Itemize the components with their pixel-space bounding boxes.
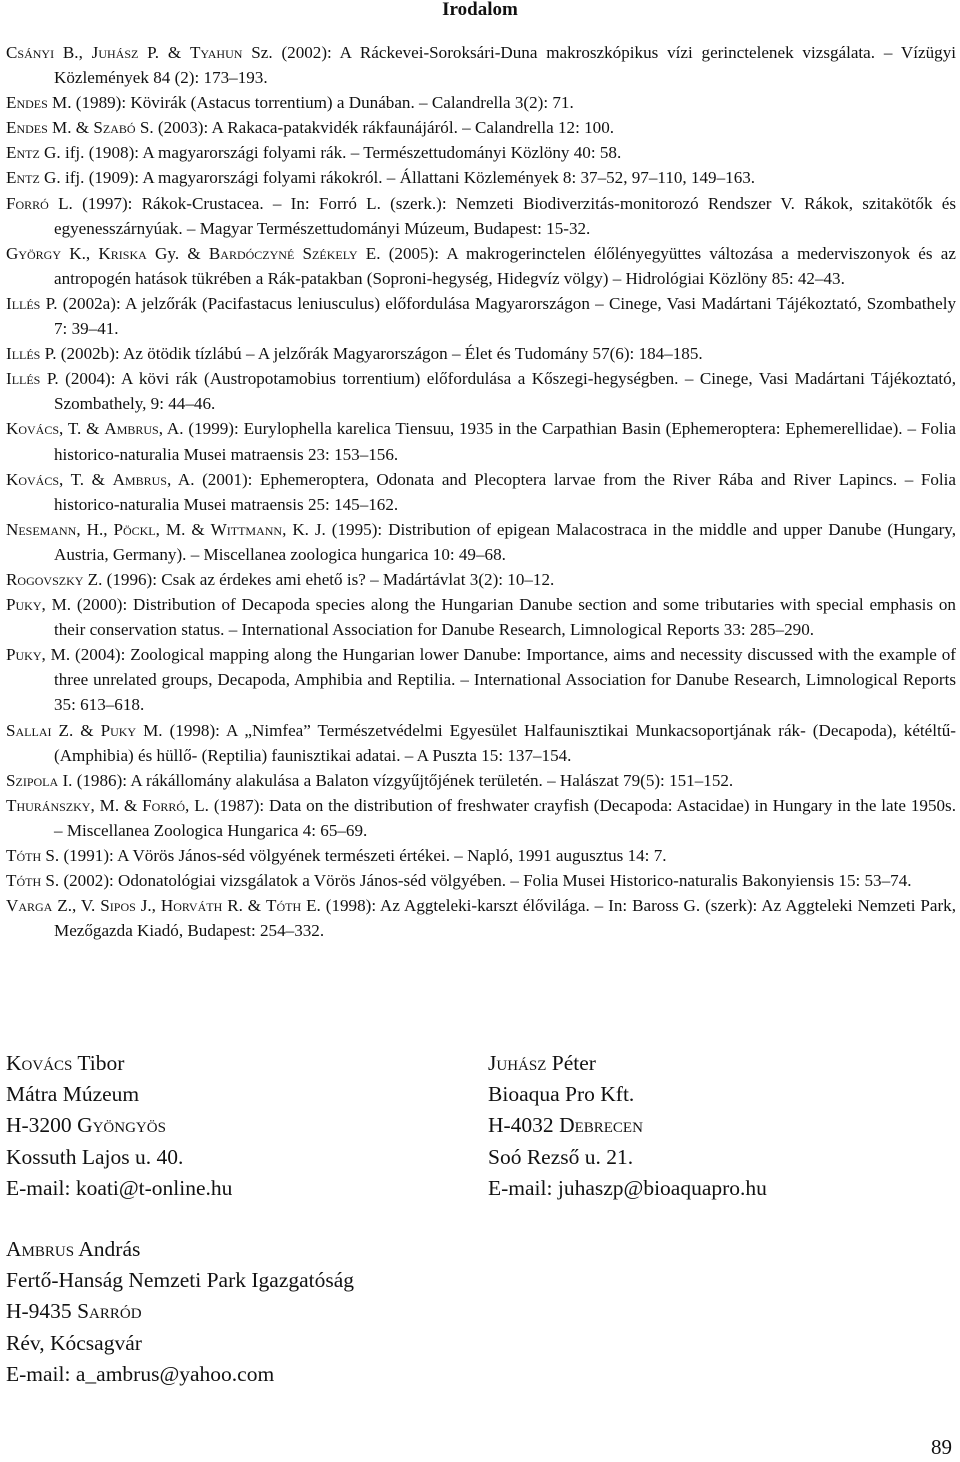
- reference-authors: Entz G. ifj.: [6, 168, 85, 188]
- reference-authors: Sallai Z. & Puky M.: [6, 720, 163, 740]
- page-title: Irodalom: [442, 0, 518, 20]
- reference-text: (1908): A magyarországi folyami rák. – Természettudományi Közlöny 40: 58.: [84, 143, 622, 163]
- reference-text: (1989): Kövirák (Astacus torrentium) a Dunában. – Calandrella 3(2): 71.: [71, 93, 574, 113]
- address-block-kovacs: [6, 1048, 232, 1204]
- reference-authors: György K., Kriska Gy. & Bardóczyné Székely E.: [6, 243, 381, 263]
- reference-text: (2002): Odonatológiai vizsgálatok a Vörös János-séd völgyében. – Folia Musei Historico-naturalis Bakonyiensis 15: 53–74.: [59, 871, 912, 891]
- reference-authors: Endes M. & Szabó S.: [6, 118, 154, 138]
- reference-text: (2003): A Rakaca-patakvidék rákfaunájáról. – Calandrella 12: 100.: [153, 118, 615, 138]
- reference-authors: Rogovszky Z.: [6, 569, 103, 589]
- reference-entry: [6, 517, 956, 567]
- reference-authors: Tóth S.: [6, 871, 60, 891]
- reference-entry: [6, 467, 956, 517]
- address-street: Kossuth Lajos u. 40.: [6, 1144, 184, 1169]
- reference-text: (1986): A rákállomány alakulása a Balaton vízgyűjtőjének területén. – Halászat 79(5): 151–152.: [72, 770, 734, 790]
- reference-text: (2004): A kövi rák (Austropotamobius torrentium) előfordulása a Kőszegi-hegységben. – Cinege, Vasi Madártani Tájékoztató, Szombathely, 9: 44–46.: [54, 369, 956, 414]
- address-street: Rév, Kócsagvár: [6, 1330, 142, 1355]
- reference-authors: Illés P.: [6, 344, 57, 364]
- reference-entry: [6, 115, 956, 140]
- address-name: Kovács Tibor: [6, 1051, 125, 1075]
- address-block-ambrus: [6, 1234, 354, 1390]
- reference-authors: Illés P.: [6, 369, 59, 389]
- reference-text: (1995): Distribution of epigean Malacostraca in the middle and upper Danube (Hungary, Austria, Germany). – Miscellanea zoologica hungarica 10: 49–68.: [54, 519, 956, 564]
- reference-authors: Puky, M.: [6, 645, 71, 665]
- reference-entry: [6, 793, 956, 843]
- address-city: H-4032 Debrecen: [488, 1113, 643, 1138]
- address-street: Soó Rezső u. 21.: [488, 1144, 634, 1169]
- reference-entry: [6, 768, 956, 793]
- reference-entry: [6, 416, 956, 466]
- reference-entry: [6, 140, 956, 165]
- reference-text: (1909): A magyarországi folyami rákokról. – Állattani Közlemények 8: 37–52, 97–110, 149–163.: [84, 168, 756, 188]
- reference-text: (1999): Eurylophella karelica Tiensuu, 1935 in the Carpathian Basin (Ephemeroptera: Ephemerellidae). – Folia historico-naturalia Musei matraensis 23: 153–156.: [54, 419, 956, 464]
- reference-text: (2002): A Ráckevei-Soroksári-Duna makroszkópikus vízi gerinctelenek vizsgálata. – Vízügyi Közlemények 84 (2): 173–193.: [54, 43, 956, 88]
- reference-authors: Szipola I.: [6, 770, 73, 790]
- reference-entry: [6, 90, 956, 115]
- reference-text: (1987): Data on the distribution of freshwater crayfish (Decapoda: Astacidae) in Hungary in the late 1950s. – Miscellanea Zoologica Hungarica 4: 65–69.: [54, 795, 956, 840]
- reference-entry: [6, 868, 956, 893]
- address-email[interactable]: E-mail: juhaszp@bioaquapro.hu: [488, 1175, 767, 1200]
- reference-authors: Puky, M.: [6, 595, 72, 615]
- reference-authors: Kovács, T. & Ambrus, A.: [6, 419, 184, 439]
- reference-entry: [6, 642, 956, 717]
- reference-authors: Csányi B., Juhász P. & Tyahun Sz.: [6, 43, 273, 62]
- reference-text: (1998): A „Nimfea” Természetvédelmi Egyesület Halfaunisztikai Munkacsoportjának rák- (Decapoda), kétéltű- (Amphibia) és hüllő- (Reptilia) faunisztikai adatai. – A Puszta 15: 137–154.: [54, 720, 956, 765]
- reference-entry: [6, 40, 956, 90]
- address-city: H-3200 Gyöngyös: [6, 1113, 166, 1138]
- reference-authors: Endes M.: [6, 93, 72, 113]
- reference-authors: Thuránszky, M. & Forró, L.: [6, 795, 209, 815]
- reference-text: (1997): Rákok-Crustacea. – In: Forró L. (szerk.): Nemzeti Biodiverzitás-monitorozó Rendszer V. Rákok, szitakötők és egyenesszárnyúak. – Magyar Természettudományi Múzeum, Budapest: 15-32.: [54, 193, 956, 238]
- reference-authors: Entz G. ifj.: [6, 143, 85, 163]
- address-name: Ambrus András: [6, 1237, 141, 1261]
- address-organization: Mátra Múzeum: [6, 1082, 140, 1107]
- address-organization: Bioaqua Pro Kft.: [488, 1082, 635, 1107]
- reference-text: (2001): Ephemeroptera, Odonata and Plecoptera larvae from the River Rába and River Lapincs. – Folia historico-naturalia Musei matraensis 25: 145–162.: [54, 469, 956, 514]
- reference-entry: [6, 567, 956, 592]
- reference-text: (1991): A Vörös János-séd völgyének természeti értékei. – Napló, 1991 augusztus 14: 7.: [59, 846, 667, 865]
- reference-text: (2004): Zoological mapping along the Hungarian lower Danube: Importance, aims and necessity discussed with the example of three unrelated groups, Decapoda, Amphibia and Reptilia. – International Association for Danube Research, Limnological Reports 35: 613–618.: [54, 645, 956, 715]
- reference-text: (1996): Csak az érdekes ami ehető is? – Madártávlat 3(2): 10–12.: [102, 569, 555, 589]
- reference-text: (1998): Az Aggteleki-karszt élővilága. – In: Bаross G. (szerk): Az Aggteleki Nemzeti Park, Mezőgazda Kiadó, Budapest: 254–332.: [54, 896, 956, 941]
- reference-authors: Forró L.: [6, 193, 73, 213]
- reference-entry: [6, 191, 956, 241]
- address-city: H-9435 Sarród: [6, 1299, 142, 1324]
- reference-text: (2002a): A jelzőrák (Pacifastacus leniusculus) előfordulása Magyarországon – Cinege, Vasi Madártani Tájékoztató, Szombathely 7: 39–41.: [54, 293, 956, 339]
- reference-entry: [6, 366, 956, 416]
- reference-list: [6, 40, 956, 943]
- reference-entry: [6, 341, 956, 366]
- reference-entry: [6, 893, 956, 943]
- page-number: 89: [931, 1435, 952, 1459]
- reference-entry: [6, 592, 956, 642]
- address-name: Juhász Péter: [488, 1051, 596, 1075]
- address-block-juhasz: [488, 1048, 767, 1204]
- reference-entry: [6, 718, 956, 768]
- reference-text: (2005): A makrogerinctelen élőlényegyüttes változása a mederviszonyok és az antropogén hatások tükrében a Rák-patakban (Soproni-hegység, Hidegvíz völgy) – Hidrológiai Közlöny 85: 42–43.: [54, 243, 956, 288]
- reference-entry: [6, 241, 956, 291]
- reference-authors: Varga Z., V. Sipos J., Horváth R. & Tóth E.: [6, 896, 321, 916]
- reference-authors: Tóth S.: [6, 846, 60, 865]
- address-email[interactable]: E-mail: koati@t-online.hu: [6, 1175, 233, 1200]
- reference-authors: Illés P.: [6, 293, 58, 313]
- reference-entry: [6, 291, 956, 341]
- address-email[interactable]: E-mail: a_ambrus@yahoo.com: [6, 1361, 275, 1386]
- reference-entry: [6, 165, 956, 190]
- reference-authors: Nesemann, H., Pöckl, M. & Wittmann, K. J.: [6, 519, 326, 539]
- address-organization: Fertő-Hanság Nemzeti Park Igazgatóság: [6, 1268, 355, 1293]
- reference-entry: [6, 843, 956, 868]
- reference-text: (2002b): Az ötödik tízlábú – A jelzőrák Magyarországon – Élet és Tudomány 57(6): 184–185.: [56, 344, 703, 364]
- reference-authors: Kovács, T. & Ambrus, A.: [6, 469, 195, 489]
- reference-text: (2000): Distribution of Decapoda species along the Hungarian Danube section and some tributaries with special emphasis on their conservation status. – International Association for Danube Research, Limnological Reports 33: 285–290.: [54, 595, 956, 640]
